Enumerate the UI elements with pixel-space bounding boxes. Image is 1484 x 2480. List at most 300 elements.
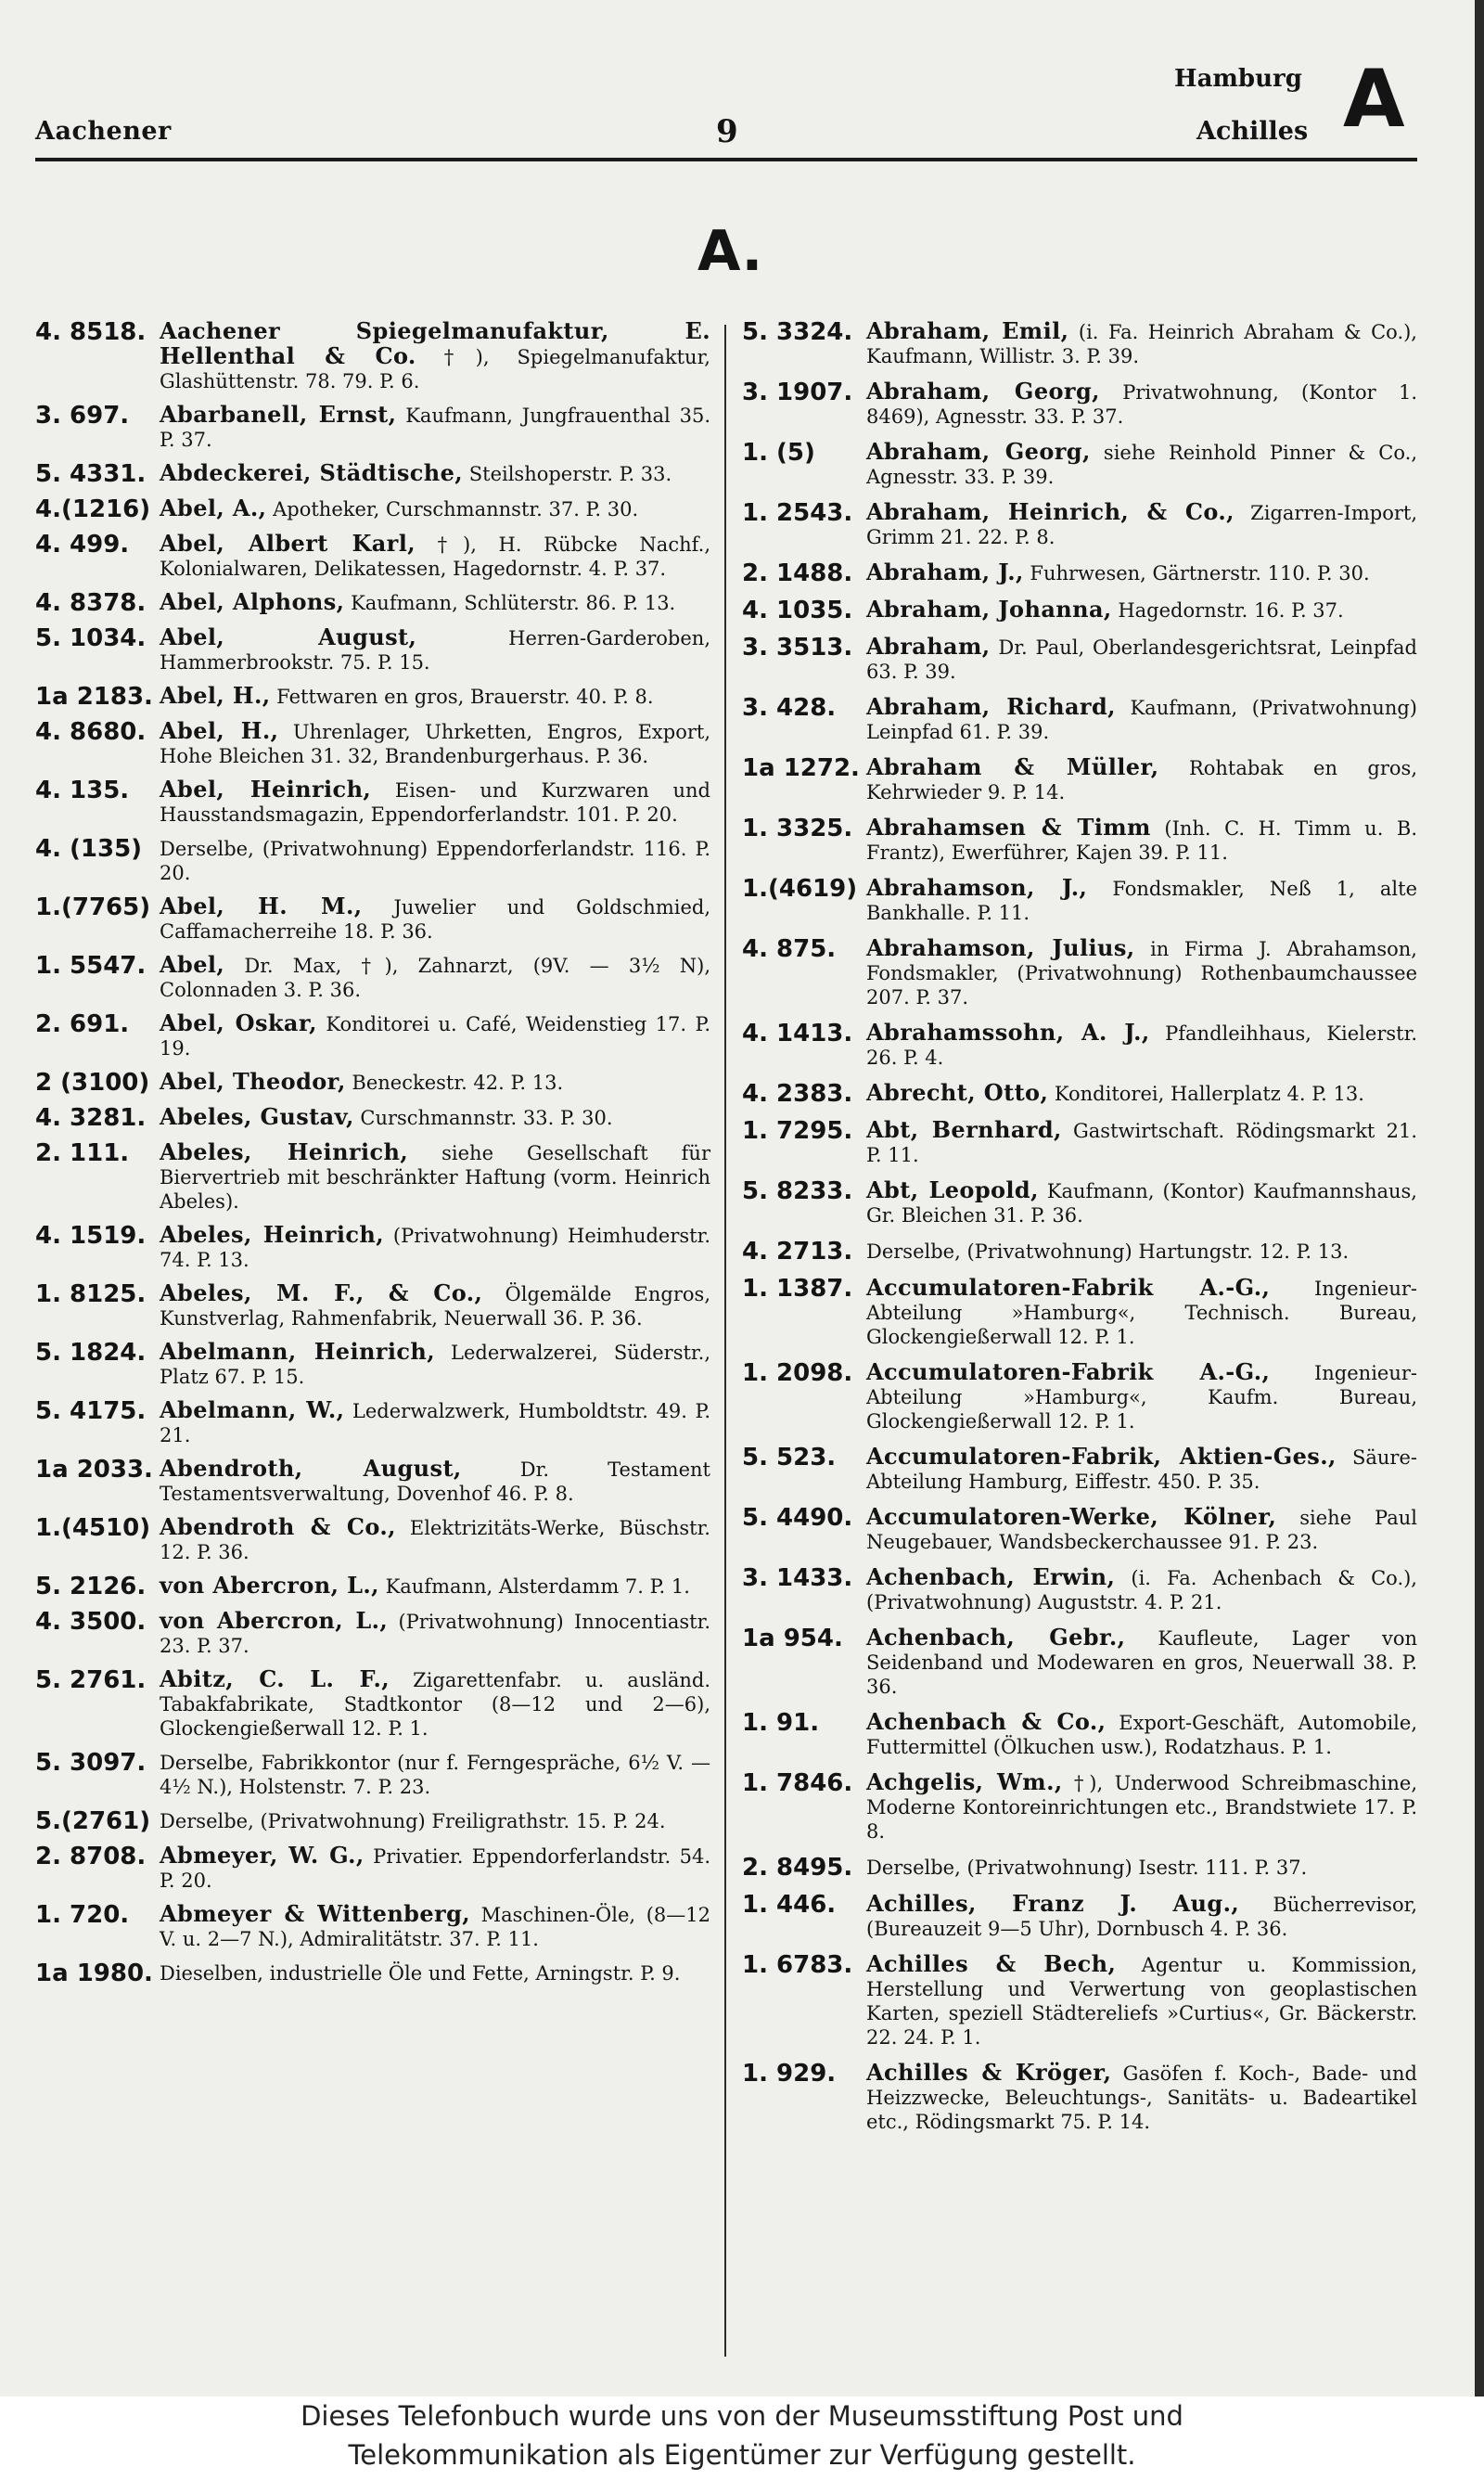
entry-details: siehe Gesellschaft für Biervertrieb mit beschränkter Haftung (vorm. Heinrich Abeles). (160, 1142, 710, 1213)
phone-number: 1. 3325. (742, 815, 853, 842)
directory-entry (742, 1021, 1417, 1070)
subscriber-name: Accumulatoren-Fabrik A.-G., (866, 1358, 1271, 1385)
phone-number: 5. 1824. (35, 1339, 147, 1367)
entry-details: siehe Paul Neugebauer, Wandsbeckerchaussee 91. P. 23. (866, 1507, 1417, 1553)
entry-details: Eisen- und Kurzwaren und Hausstandsmagazin, Eppendorferlandstr. 101. P. 20. (160, 779, 710, 826)
directory-entry (742, 1445, 1417, 1494)
entry-details: Hagedornstr. 16. P. 37. (1111, 599, 1344, 622)
entry-details: Gasöfen f. Koch-, Bade- und Heizzwecke, Beleuchtungs-, Sanitäts- u. Badeartikel etc., Rödingsmarkt 75. P. 14. (866, 2062, 1417, 2133)
directory-entry (742, 755, 1417, 804)
subscriber-name: Abraham, J., (866, 559, 1024, 585)
entry-text (866, 1239, 1417, 1264)
subscriber-name: Abmeyer, W. G., (160, 1842, 365, 1869)
running-header-right: Achilles (1196, 117, 1309, 146)
directory-entry (742, 1118, 1417, 1167)
phone-number: 1a 1272. (742, 754, 860, 782)
entry-text (160, 496, 710, 521)
phone-number: 4. 1519. (35, 1222, 147, 1250)
phone-number: 5. 4490. (742, 1504, 853, 1532)
phone-number: 1. 720. (35, 1901, 130, 1929)
entry-text (160, 319, 710, 393)
subscriber-name: Abel, H., (160, 682, 271, 709)
running-header-left: Aachener (35, 117, 172, 146)
phone-number: 5. 4175. (35, 1397, 147, 1425)
phone-number: 1. (5) (742, 439, 815, 467)
phone-number: 4. 1035. (742, 597, 853, 624)
entry-text (866, 500, 1417, 549)
entry-text (866, 1625, 1417, 1699)
subscriber-name: Achgelis, Wm., (866, 1768, 1063, 1795)
phone-number: 1. 1387. (742, 1275, 853, 1303)
entry-text (160, 1667, 710, 1741)
entry-details: Bücherrevisor, (Bureauzeit 9—5 Uhr), Dornbusch 4. P. 36. (866, 1894, 1417, 1940)
directory-entry (742, 379, 1417, 429)
subscriber-name: Abel, A., (160, 495, 267, 521)
entry-text (160, 1808, 710, 1833)
subscriber-name: Abel, Oskar, (160, 1009, 317, 1036)
entry-details: Derselbe, (Privatwohnung) Isestr. 111. P. 37. (866, 1857, 1308, 1879)
subscriber-name: Abeles, M. F., & Co., (160, 1279, 483, 1306)
entry-details: (Privatwohnung) Innocentiastr. 23. P. 37. (160, 1611, 710, 1657)
entry-text (160, 684, 710, 709)
directory-entry (742, 440, 1417, 489)
directory-entry (35, 1105, 710, 1131)
entry-details: Dr. Paul, Oberlandesgerichtsrat, Leinpfad 63. P. 39. (866, 636, 1417, 683)
subscriber-name: Abraham, Richard, (866, 693, 1116, 720)
entry-details: Dr. Max, †), Zahnarzt, (9V. — 3½ N), Colonnaden 3. P. 36. (160, 955, 710, 1001)
entry-details: †), Underwood Schreibmaschine, Moderne Kontoreinrichtungen etc., Brandstwiete 17. P. 8. (866, 1772, 1417, 1843)
phone-number: 1.(4510) (35, 1514, 151, 1542)
running-header-city: Hamburg (1174, 65, 1302, 93)
right-column (742, 319, 1417, 2145)
phone-number: 1. 446. (742, 1891, 837, 1919)
entry-details: Fettwaren en gros, Brauerstr. 40. P. 8. (270, 686, 654, 708)
directory-entry (742, 1081, 1417, 1107)
subscriber-name: Abrahamsen & Timm (866, 814, 1151, 841)
entry-text (866, 319, 1417, 368)
phone-number: 4. 8378. (35, 589, 147, 617)
directory-entry (35, 684, 710, 710)
phone-number: 3. 3513. (742, 634, 853, 662)
phone-number: 1. 91. (742, 1709, 820, 1737)
entry-text (160, 625, 710, 675)
entry-text (160, 1070, 710, 1095)
phone-number: 5.(2761) (35, 1807, 151, 1835)
directory-entry (742, 2061, 1417, 2134)
subscriber-name: Abel, August, (160, 623, 417, 650)
entry-text (160, 777, 710, 827)
entry-text (866, 695, 1417, 744)
entry-details: Derselbe, (Privatwohnung) Hartungstr. 12. P. 13. (866, 1240, 1350, 1263)
entry-details: Elektrizitäts-Werke, Büschstr. 12. P. 36. (160, 1517, 710, 1563)
subscriber-name: Abeles, Gustav, (160, 1103, 354, 1130)
entry-text (160, 1223, 710, 1272)
entry-text (866, 936, 1417, 1009)
entry-details: Privatwohnung, (Kontor 1. 8469), Agnesstr. 33. P. 37. (866, 381, 1417, 428)
phone-number: 2. 111. (35, 1139, 130, 1167)
subscriber-name: Abel, H., (160, 717, 279, 744)
section-heading: A. (697, 219, 763, 284)
entry-text (866, 1565, 1417, 1614)
phone-number: 4. 2383. (742, 1080, 853, 1108)
phone-number: 1. 929. (742, 2060, 837, 2088)
header-rule (35, 158, 1417, 161)
subscriber-name: Abt, Bernhard, (866, 1116, 1062, 1143)
entry-text (160, 461, 710, 486)
subscriber-name: von Abercron, L., (160, 1607, 389, 1634)
directory-entry (35, 1667, 710, 1741)
left-column (35, 319, 710, 1996)
directory-entry (742, 1855, 1417, 1881)
subscriber-name: Abt, Leopold, (866, 1176, 1039, 1203)
entry-details: Kaufmann, (Kontor) Kaufmannshaus, Gr. Bleichen 31. P. 36. (866, 1180, 1417, 1227)
entry-details: Derselbe, Fabrikkontor (nur f. Ferngespräche, 6½ V. — 4½ N.), Holstenstr. 7. P. 23. (160, 1752, 710, 1798)
entry-text (866, 598, 1417, 623)
directory-entry (742, 936, 1417, 1009)
directory-entry (35, 496, 710, 522)
entry-details: Steilshoperstr. P. 33. (463, 463, 672, 485)
phone-number: 1a 954. (742, 1625, 843, 1652)
directory-entry (742, 560, 1417, 586)
subscriber-name: Abraham, Georg, (866, 438, 1091, 465)
directory-entry (742, 1770, 1417, 1844)
phone-number: 1. 7295. (742, 1117, 853, 1145)
subscriber-name: Abel, (160, 951, 225, 978)
subscriber-name: von Abercron, L., (160, 1572, 379, 1599)
entry-details: Konditorei u. Café, Weidenstieg 17. P. 19. (160, 1013, 710, 1060)
entry-details: Herren-Garderoben, Hammerbrookstr. 75. P. 15. (160, 627, 710, 674)
entry-text (160, 1398, 710, 1447)
subscriber-name: Abrahamson, J., (866, 874, 1088, 901)
phone-number: 5. 3097. (35, 1749, 147, 1777)
directory-entry (742, 1892, 1417, 1941)
entry-details: Juwelier und Goldschmied, Caffamacherreihe 18. P. 36. (160, 896, 710, 943)
phone-number: 5. 8233. (742, 1177, 853, 1205)
phone-number: 1. 5547. (35, 952, 147, 980)
phone-number: 2. 8708. (35, 1843, 147, 1870)
entry-text (160, 1515, 710, 1564)
subscriber-name: Abel, H. M., (160, 893, 363, 919)
entry-text (160, 719, 710, 768)
subscriber-name: Abitz, C. L. F., (160, 1665, 390, 1692)
entry-details: Kaufmann, (Privatwohnung) Leinpfad 61. P. 39. (866, 697, 1417, 743)
entry-text (866, 1855, 1417, 1880)
entry-details: Lederwalzwerk, Humboldtstr. 49. P. 21. (160, 1400, 710, 1446)
phone-number: 4. 8680. (35, 718, 147, 746)
entry-details: Curschmannstr. 33. P. 30. (353, 1107, 613, 1129)
subscriber-name: Abdeckerei, Städtische, (160, 459, 464, 486)
subscriber-name: Achilles, Franz J. Aug., (866, 1890, 1240, 1917)
entry-details: (i. Fa. Heinrich Abraham & Co.), Kaufmann, Willistr. 3. P. 39. (866, 321, 1417, 367)
phone-number: 1.(7765) (35, 893, 151, 921)
entry-text (866, 1178, 1417, 1227)
entry-details: Säure-Abteilung Hamburg, Eiffestr. 450. P. 35. (866, 1446, 1417, 1493)
entry-details: Derselbe, (Privatwohnung) Freiligrathstr. 15. P. 24. (160, 1810, 666, 1832)
subscriber-name: Abrecht, Otto, (866, 1079, 1049, 1106)
subscriber-name: Abraham, (866, 633, 991, 660)
directory-entry (35, 1223, 710, 1272)
directory-entry (742, 1565, 1417, 1614)
phone-number: 3. 1433. (742, 1564, 853, 1592)
directory-entry (742, 816, 1417, 865)
directory-entry (35, 1011, 710, 1060)
directory-entry (35, 461, 710, 487)
entry-text (160, 1105, 710, 1130)
entry-text (866, 1276, 1417, 1349)
directory-entry (35, 1070, 710, 1096)
footer-notice (0, 2396, 1484, 2480)
directory-entry (35, 1457, 710, 1506)
page-number: 9 (716, 113, 738, 150)
entry-details: siehe Reinhold Pinner & Co., Agnesstr. 33. P. 39. (866, 442, 1417, 488)
entry-text (866, 816, 1417, 865)
subscriber-name: Abmeyer & Wittenberg, (160, 1900, 471, 1927)
entry-text (866, 876, 1417, 925)
phone-number: 4. (135) (35, 835, 143, 863)
entry-text (866, 1118, 1417, 1167)
phone-number: 5. 2761. (35, 1666, 147, 1694)
entry-text (160, 953, 710, 1002)
phone-number: 2. 691. (35, 1010, 130, 1038)
entry-details: Agentur u. Kommission, Herstellung und Verwertung von geoplastischen Karten, speziell Städtereliefs »Curtius«, Gr. Bäckerstr. 22. 24. P. 1. (866, 1954, 1417, 2049)
entry-details: Export-Geschäft, Automobile, Futtermittel (Ölkuchen usw.), Rodatzhaus. P. 1. (866, 1712, 1417, 1758)
subscriber-name: Abendroth & Co., (160, 1513, 396, 1540)
directory-entry (742, 1505, 1417, 1554)
phone-number: 4. 875. (742, 935, 837, 963)
phone-number: 2. 8495. (742, 1854, 853, 1882)
subscriber-name: Abel, Theodor, (160, 1068, 346, 1095)
entry-text (866, 1710, 1417, 1759)
subscriber-name: Accumulatoren-Werke, Kölner, (866, 1503, 1277, 1530)
phone-number: 4. 3281. (35, 1104, 147, 1132)
subscriber-name: Abelmann, Heinrich, (160, 1338, 435, 1365)
phone-number: 2 (3100) (35, 1069, 150, 1097)
phone-number: 1. 2543. (742, 499, 853, 527)
directory-entry (35, 532, 710, 581)
directory-entry (35, 319, 710, 393)
directory-entry (35, 1140, 710, 1214)
subscriber-name: Abrahamssohn, A. J., (866, 1019, 1150, 1046)
directory-entry (35, 1844, 710, 1893)
entry-details: Apotheker, Curschmannstr. 37. P. 30. (266, 498, 639, 520)
entry-text (160, 1960, 710, 1985)
entry-text (160, 836, 710, 885)
directory-entry (742, 598, 1417, 623)
entry-text (866, 1021, 1417, 1070)
subscriber-name: Abarbanell, Ernst, (160, 401, 397, 428)
phone-number: 3. 428. (742, 694, 837, 722)
phone-number: 4. 135. (35, 777, 130, 804)
subscriber-name: Achenbach, Erwin, (866, 1563, 1116, 1590)
subscriber-name: Aachener Spiegelmanufaktur, E. Hellenthal & Co. (160, 317, 710, 369)
entry-text (160, 1281, 710, 1330)
entry-text (866, 755, 1417, 804)
subscriber-name: Abeles, Heinrich, (160, 1138, 409, 1165)
entry-details: Ingenieur-Abteilung »Hamburg«, Kaufm. Bureau, Glockengießerwall 12. P. 1. (866, 1362, 1417, 1433)
phone-number: 3. 697. (35, 402, 130, 430)
entry-text (866, 2061, 1417, 2134)
entry-details: Dieselben, industrielle Öle und Fette, Arningstr. P. 9. (160, 1962, 681, 1985)
entry-text (160, 1609, 710, 1658)
entry-text (160, 532, 710, 581)
subscriber-name: Abraham, Georg, (866, 378, 1100, 405)
subscriber-name: Abraham, Emil, (866, 317, 1069, 344)
entry-details: (i. Fa. Achenbach & Co.), (Privatwohnung) Auguststr. 4. P. 21. (866, 1567, 1417, 1613)
entry-details: Ölgemälde Engros, Kunstverlag, Rahmenfabrik, Neuerwall 36. P. 36. (160, 1283, 710, 1330)
subscriber-name: Achilles & Bech, (866, 1950, 1117, 1977)
entry-details: Gastwirtschaft. Rödingsmarkt 21. P. 11. (866, 1120, 1417, 1166)
directory-entry (35, 1398, 710, 1447)
phone-number: 4.(1216) (35, 495, 151, 523)
phone-number: 1a 2033. (35, 1456, 153, 1484)
subscriber-name: Abel, Albert Karl, (160, 530, 416, 557)
phone-number: 1. 8125. (35, 1280, 147, 1308)
entry-text (866, 1445, 1417, 1494)
directory-entry (742, 500, 1417, 549)
entry-details: Kaufleute, Lager von Seidenband und Modewaren en gros, Neuerwall 38. P. 36. (866, 1627, 1417, 1698)
entry-text (866, 1952, 1417, 2050)
directory-entry (742, 1625, 1417, 1699)
phone-number: 5. 523. (742, 1444, 837, 1471)
entry-text (160, 1457, 710, 1506)
entry-details: †), H. Rübcke Nachf., Kolonialwaren, Delikatessen, Hagedornstr. 4. P. 37. (160, 533, 710, 580)
directory-entry (35, 1808, 710, 1834)
phone-number: 5. 2126. (35, 1573, 147, 1600)
entry-details: Privatier. Eppendorferlandstr. 54. P. 20. (160, 1845, 710, 1892)
entry-text (160, 1750, 710, 1799)
subscriber-name: Accumulatoren-Fabrik, Aktien-Ges., (866, 1443, 1337, 1470)
subscriber-name: Abelmann, W., (160, 1396, 345, 1423)
entry-text (160, 1011, 710, 1060)
entry-text (866, 379, 1417, 429)
entry-details: Lederwalzerei, Süderstr., Platz 67. P. 15. (160, 1342, 710, 1388)
directory-entry (742, 876, 1417, 925)
entry-details: Kaufmann, Jungfrauenthal 35. P. 37. (160, 405, 710, 451)
footer-line-2: Telekommunikation als Eigentümer zur Verfügung gestellt. (348, 2439, 1136, 2471)
directory-entry (35, 403, 710, 452)
subscriber-name: Achilles & Kröger, (866, 2059, 1112, 2086)
entry-details: in Firma J. Abrahamson, Fondsmakler, (Privatwohnung) Rothenbaumchaussee 207. P. 37. (866, 938, 1417, 1009)
phone-number: 5. 3324. (742, 318, 853, 346)
subscriber-name: Abraham, Heinrich, & Co., (866, 498, 1235, 525)
directory-entry (742, 319, 1417, 368)
entry-text (866, 635, 1417, 684)
phone-number: 5. 1034. (35, 624, 147, 652)
entry-text (866, 440, 1417, 489)
entry-details: (Privatwohnung) Heimhuderstr. 74. P. 13. (160, 1225, 710, 1271)
entry-details: Beneckestr. 42. P. 13. (345, 1072, 564, 1094)
entry-text (160, 1844, 710, 1893)
phone-number: 5. 4331. (35, 460, 147, 488)
entry-details: Fuhrwesen, Gärtnerstr. 110. P. 30. (1023, 562, 1370, 585)
subscriber-name: Achenbach, Gebr., (866, 1624, 1126, 1651)
subscriber-name: Abendroth, August, (160, 1455, 462, 1482)
phone-number: 4. 3500. (35, 1608, 147, 1636)
entry-details: Pfandleihhaus, Kielerstr. 26. P. 4. (866, 1022, 1417, 1069)
subscriber-name: Abrahamson, Julius, (866, 934, 1135, 961)
subscriber-name: Abeles, Heinrich, (160, 1221, 384, 1248)
entry-details: Kaufmann, Schlüterstr. 86. P. 13. (344, 592, 676, 614)
subscriber-name: Abel, Alphons, (160, 588, 345, 615)
directory-entry (35, 1515, 710, 1564)
directory-entry (35, 1340, 710, 1389)
entry-details: Dr. Testament Testamentsverwaltung, Dovenhof 46. P. 8. (160, 1458, 710, 1505)
directory-entry (35, 953, 710, 1002)
directory-entry (35, 836, 710, 885)
entry-text (160, 894, 710, 944)
phone-number: 4. 8518. (35, 318, 147, 346)
directory-entry (35, 1902, 710, 1951)
directory-entry (742, 1360, 1417, 1433)
directory-entry (35, 625, 710, 675)
directory-entry (35, 894, 710, 944)
subscriber-name: Abel, Heinrich, (160, 776, 372, 803)
entry-text (160, 1574, 710, 1599)
entry-text (866, 1770, 1417, 1844)
entry-text (160, 1340, 710, 1389)
entry-details: Zigarettenfabr. u. ausländ. Tabakfabrikate, Stadtkontor (8—12 und 2—6), Glockengießerwall 12. P. 1. (160, 1669, 710, 1740)
entry-details: Rohtabak en gros, Kehrwieder 9. P. 14. (866, 757, 1417, 803)
entry-text (866, 1505, 1417, 1554)
entry-details: Ingenieur-Abteilung »Hamburg«, Technisch. Bureau, Glockengießerwall 12. P. 1. (866, 1278, 1417, 1348)
phone-number: 4. 499. (35, 531, 130, 559)
entry-details: Kaufmann, Alsterdamm 7. P. 1. (378, 1575, 690, 1598)
directory-entry (35, 1281, 710, 1330)
entry-text (160, 1140, 710, 1214)
phone-number: 1. 7846. (742, 1769, 853, 1797)
phone-number: 2. 1488. (742, 559, 853, 587)
thumb-index-letter: A (1343, 53, 1405, 146)
entry-details: Zigarren-Import, Grimm 21. 22. P. 8. (866, 502, 1417, 548)
directory-entry (35, 590, 710, 616)
directory-entry (742, 1710, 1417, 1759)
phone-number: 1a 2183. (35, 683, 153, 711)
directory-entry (742, 635, 1417, 684)
phone-number: 4. 2713. (742, 1238, 853, 1266)
phone-number: 4. 1413. (742, 1020, 853, 1047)
entry-text (866, 560, 1417, 585)
phone-number: 1. 2098. (742, 1359, 853, 1387)
column-divider (724, 325, 726, 2357)
directory-entry (35, 1960, 710, 1986)
phone-number: 1. 6783. (742, 1951, 853, 1979)
entry-text (160, 590, 710, 615)
phone-number: 1a 1980. (35, 1960, 153, 1987)
entry-details: (Inh. C. H. Timm u. B. Frantz), Ewerführer, Kajen 39. P. 11. (866, 817, 1418, 864)
entry-details: Maschinen-Öle, (8—12 V. u. 2—7 N.), Admiralitätstr. 37. P. 11. (160, 1904, 710, 1950)
entry-text (866, 1081, 1417, 1106)
directory-entry (742, 1276, 1417, 1349)
phone-number: 3. 1907. (742, 379, 853, 406)
subscriber-name: Abraham, Johanna, (866, 596, 1112, 623)
directory-entry (742, 1178, 1417, 1227)
entry-details: †), Spiegelmanufaktur, Glashüttenstr. 78. 79. P. 6. (160, 346, 710, 392)
entry-text (866, 1892, 1417, 1941)
directory-entry (742, 695, 1417, 744)
directory-entry (35, 1574, 710, 1600)
directory-entry (35, 777, 710, 827)
entry-text (160, 1902, 710, 1951)
entry-details: Uhrenlager, Uhrketten, Engros, Export, Hohe Bleichen 31. 32, Brandenburgerhaus. P. 36. (160, 721, 710, 767)
entry-details: Fondsmakler, Neß 1, alte Bankhalle. P. 11. (866, 878, 1417, 924)
phone-number: 1.(4619) (742, 875, 858, 903)
entry-details: Konditorei, Hallerplatz 4. P. 13. (1048, 1083, 1364, 1105)
subscriber-name: Abraham & Müller, (866, 753, 1159, 780)
entry-text (866, 1360, 1417, 1433)
subscriber-name: Achenbach & Co., (866, 1708, 1107, 1735)
directory-entry (742, 1239, 1417, 1265)
footer-line-1: Dieses Telefonbuch wurde uns von der Museumsstiftung Post und (301, 2400, 1183, 2432)
